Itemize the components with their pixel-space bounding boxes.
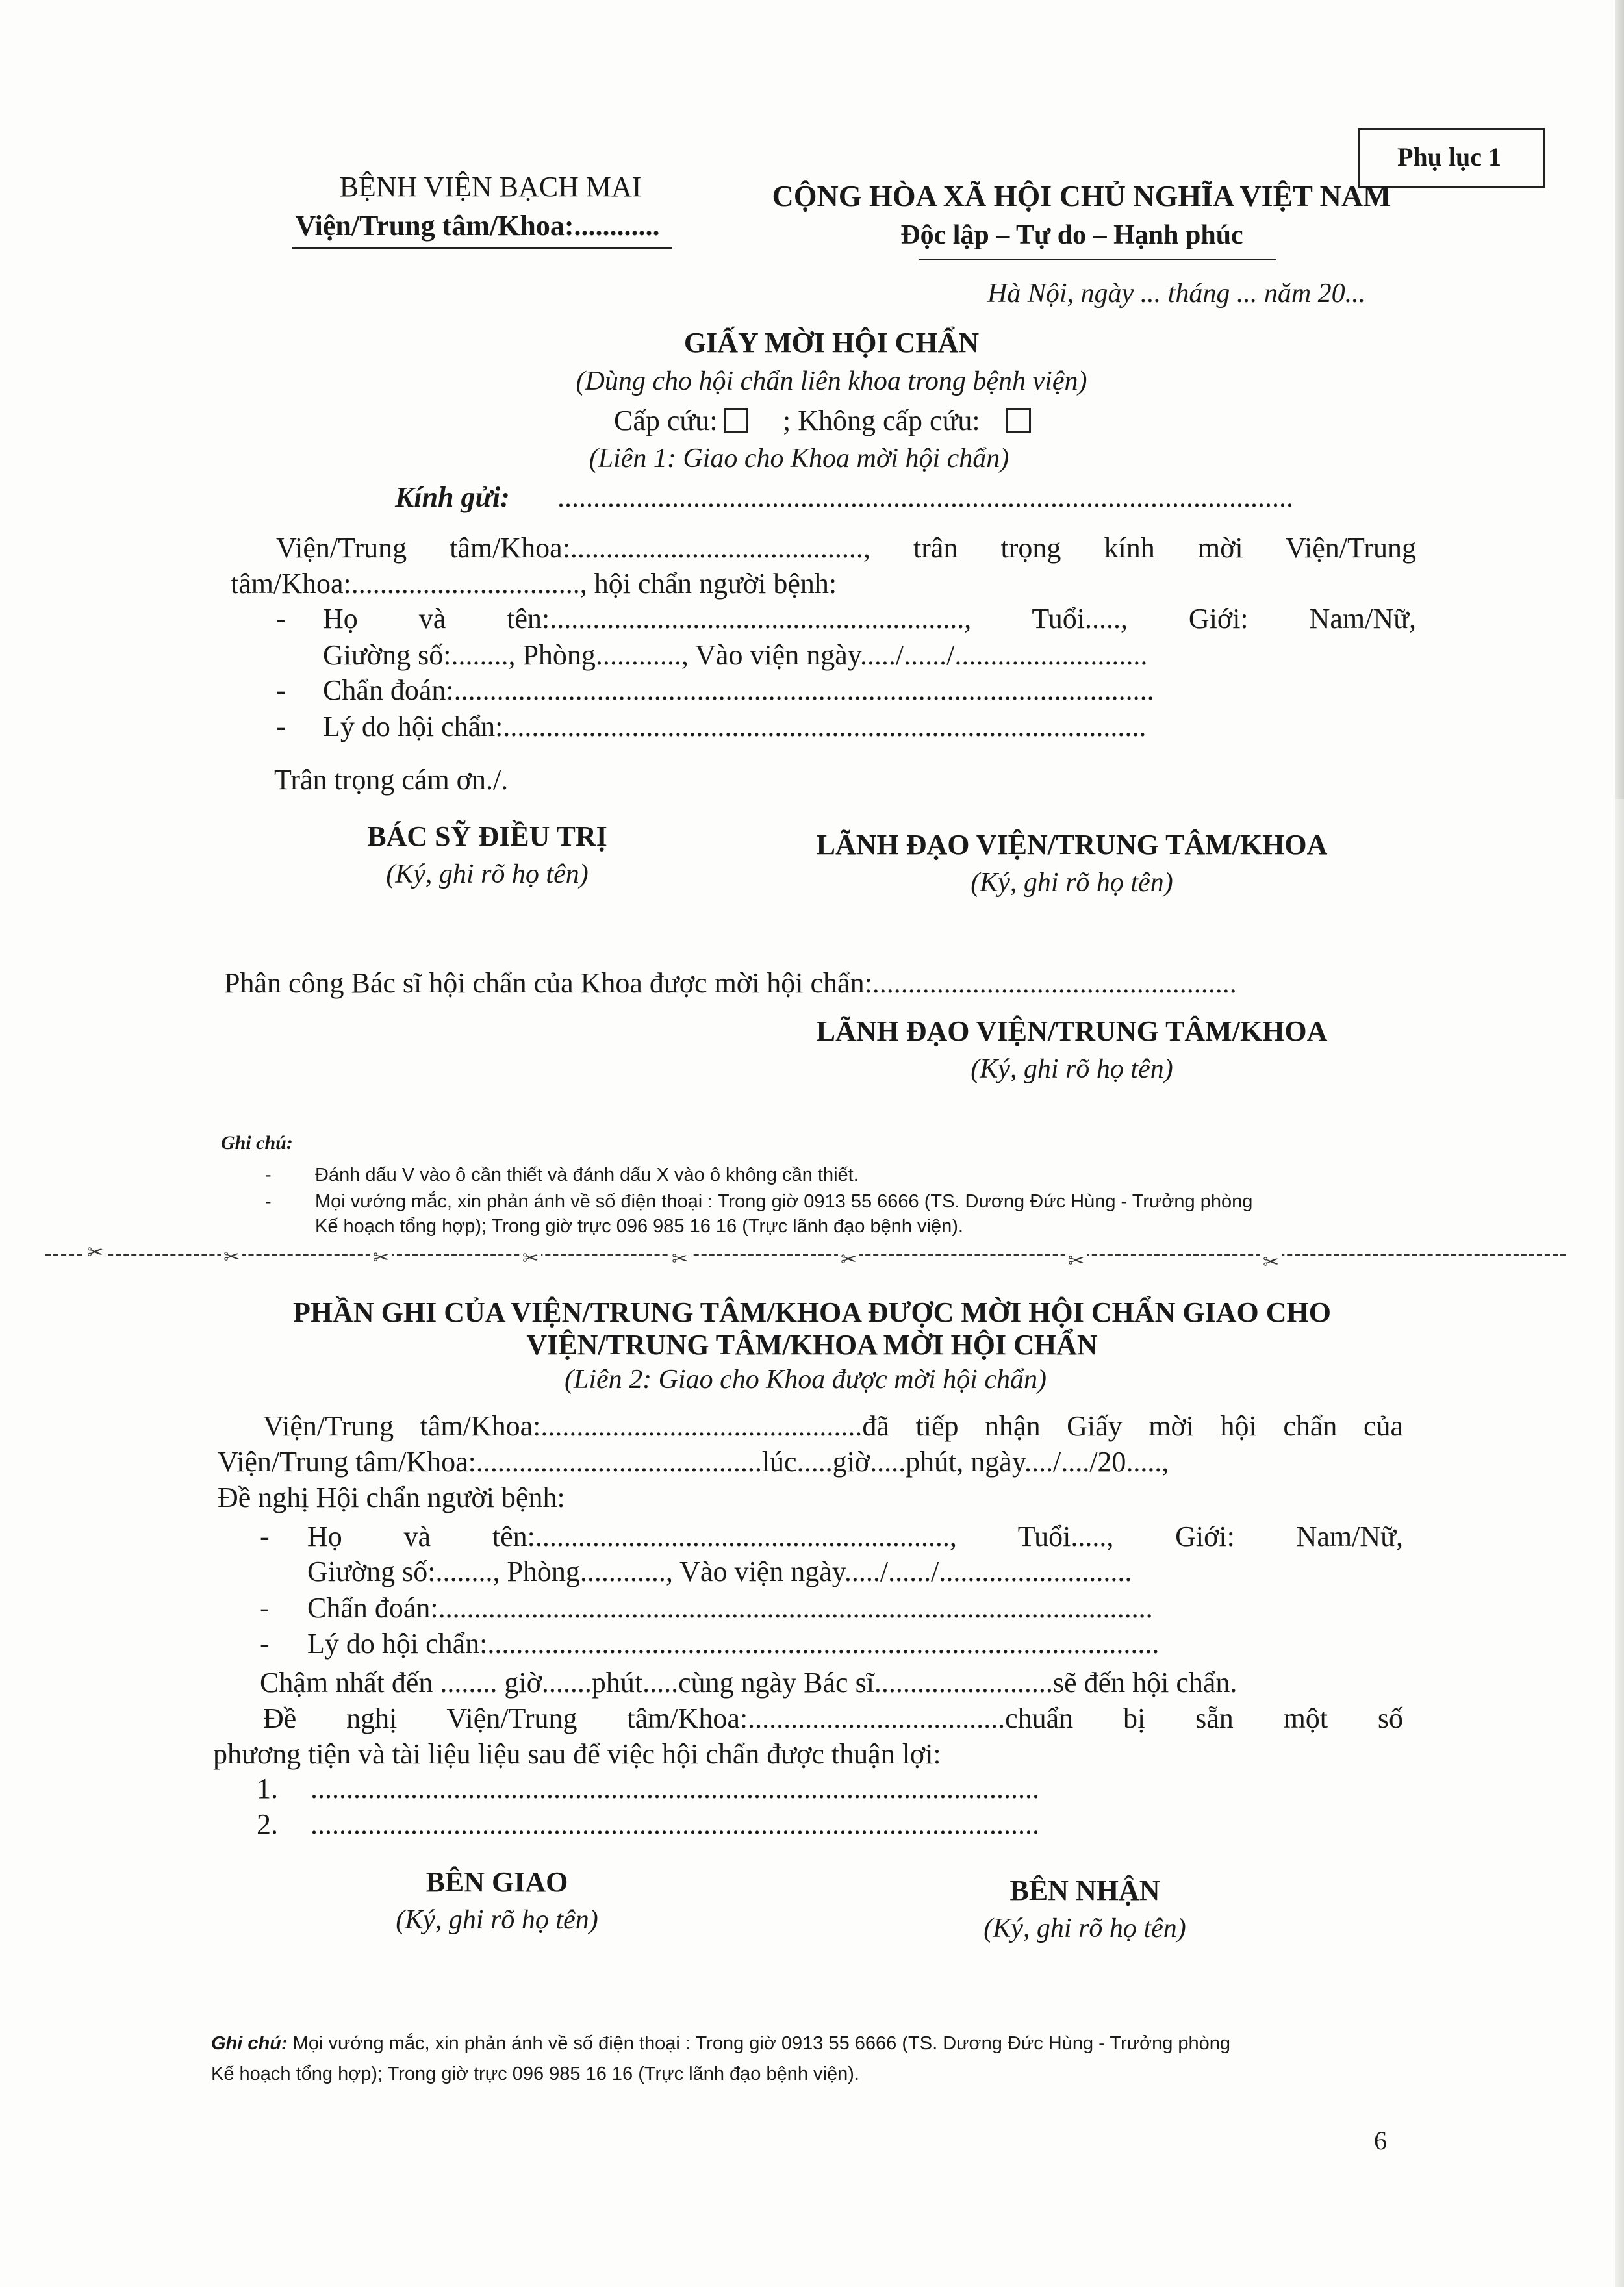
diagnosis-line: Chẩn đoán:.................................................................................................. <box>323 674 1154 706</box>
receipt-line-3: Đề nghị Hội chẩn người bệnh: <box>218 1482 565 1513</box>
list-item-number: 1. <box>257 1773 278 1804</box>
leader-title: LÃNH ĐẠO VIỆN/TRUNG TÂM/KHOA <box>816 829 1328 861</box>
invite-line-2: tâm/Khoa:................................, hội chẩn người bệnh: <box>231 568 837 600</box>
emergency-checkbox[interactable] <box>724 408 748 433</box>
hospital-name: BỆNH VIỆN BẠCH MAI <box>339 171 642 203</box>
note-1: Đánh dấu V vào ô cần thiết và đánh dấu X vào ô không cần thiết. <box>315 1165 859 1185</box>
unit-line: Viện/Trung tâm/Khoa:............ <box>295 210 660 242</box>
appendix-label: Phụ lục 1 <box>1397 142 1502 171</box>
scissors-icon: ✂ <box>1065 1252 1087 1271</box>
copy-note-1: (Liên 1: Giao cho Khoa mời hội chẩn) <box>589 444 1009 474</box>
giver-sign-note: (Ký, ghi rõ họ tên) <box>396 1905 598 1935</box>
p2-diagnosis-line: Chẩn đoán:.................................................................................................... <box>307 1592 1153 1624</box>
part2-title-line1: PHẦN GHI CỦA VIỆN/TRUNG TÂM/KHOA ĐƯỢC MỜI HỘI CHẨN GIAO CHO <box>293 1296 1331 1328</box>
request-line-2: phương tiện và tài liệu liệu sau để việc hội chẩn được thuận lợi: <box>213 1738 941 1770</box>
footer-note-b: Kế hoạch tổng hợp); Trong giờ trực 096 985 16 16 (Trực lãnh đạo bệnh viện). <box>211 2064 859 2084</box>
p2-patient-name-line: Họ và tên:.........................................................., Tuổi....., Giới: Nam/Nữ, <box>307 1521 1403 1552</box>
giver-title: BÊN GIAO <box>425 1866 568 1898</box>
receiver-sign-note: (Ký, ghi rõ họ tên) <box>983 1914 1186 1943</box>
cut-line <box>45 1254 1566 1256</box>
non-emergency-checkbox[interactable] <box>1006 408 1031 433</box>
list-item-dots: ...................................................................................................... <box>311 1773 1039 1804</box>
nation-title: CỘNG HÒA XÃ HỘI CHỦ NGHĨA VIỆT NAM <box>772 179 1391 212</box>
scissors-icon: ✂ <box>838 1250 859 1270</box>
assign-line: Phân công Bác sĩ hội chẩn của Khoa được mời hội chẩn:................................................... <box>224 967 1237 999</box>
receiver-title: BÊN NHẬN <box>1009 1875 1160 1906</box>
footer-note-a: Mọi vướng mắc, xin phản ánh về số điện thoại : Trong giờ 0913 55 6666 (TS. Dương Đức Hùng - Trưởng phòng <box>287 2033 1231 2054</box>
invite-line-1: Viện/Trung tâm/Khoa:........................................., trân trọng kính mời Viện/Trung <box>276 532 1416 564</box>
doctor-title: BÁC SỸ ĐIỀU TRỊ <box>367 820 607 852</box>
motto: Độc lập – Tự do – Hạnh phúc <box>900 220 1243 250</box>
reason-line: Lý do hội chẩn:.......................................................................................... <box>323 711 1147 742</box>
doctor-sign-note: (Ký, ghi rõ họ tên) <box>386 859 589 889</box>
bullet-dash: - <box>260 1628 270 1660</box>
receipt-line-1: Viện/Trung tâm/Khoa:.............................................đã tiếp nhận Giấy mời hội chẩn của <box>263 1410 1403 1442</box>
bullet-dash: - <box>276 603 286 635</box>
patient-name-line: Họ và tên:.........................................................., Tuổi....., Giới: Nam/Nữ, <box>323 603 1416 635</box>
date-line: Hà Nội, ngày ... tháng ... năm 20... <box>987 279 1366 309</box>
non-emergency-label: ; Không cấp cứu: <box>783 405 980 436</box>
list-item-number: 2. <box>257 1808 278 1840</box>
bullet-dash: - <box>265 1165 272 1185</box>
footer-note-label: Ghi chú: <box>211 2033 288 2054</box>
scissors-icon: ✂ <box>669 1250 691 1269</box>
scissors-icon: ✂ <box>1260 1253 1282 1272</box>
bullet-dash: - <box>276 711 286 742</box>
deadline-line: Chậm nhất đến ........ giờ.......phút.....cùng ngày Bác sĩ.........................sẽ đến hội chẩn. <box>260 1667 1237 1699</box>
scissors-icon: ✂ <box>221 1248 242 1267</box>
thanks-line: Trân trọng cám ơn./. <box>274 764 509 796</box>
bullet-dash: - <box>276 674 286 706</box>
motto-underline <box>919 259 1276 260</box>
scissors-icon: ✂ <box>84 1243 106 1263</box>
p2-reason-line: Lý do hội chẩn:.............................................................................................. <box>307 1628 1160 1660</box>
unit-underline <box>292 247 672 249</box>
to-dots: ....................................................................................................... <box>557 481 1293 513</box>
to-label: Kính gửi: <box>395 481 510 513</box>
note-label: Ghi chú: <box>221 1132 293 1154</box>
bed-line: Giường số:........, Phòng............, Vào viện ngày...../....../........................... <box>323 639 1148 671</box>
list-item-dots: ...................................................................................................... <box>311 1808 1039 1840</box>
leader2-title: LÃNH ĐẠO VIỆN/TRUNG TÂM/KHOA <box>816 1015 1328 1047</box>
emergency-label: Cấp cứu: <box>614 405 718 436</box>
page-number: 6 <box>1374 2126 1387 2155</box>
copy-note-2: (Liên 2: Giao cho Khoa được mời hội chẩn) <box>565 1365 1047 1395</box>
non-emergency-option <box>783 404 1031 437</box>
emergency-option <box>614 404 748 437</box>
leader-sign-note: (Ký, ghi rõ họ tên) <box>971 868 1173 898</box>
page-edge-shadow <box>1615 799 1624 2287</box>
note-2b: Kế hoạch tổng hợp); Trong giờ trực 096 985 16 16 (Trực lãnh đạo bệnh viện). <box>315 1216 963 1237</box>
scissors-icon: ✂ <box>520 1249 541 1269</box>
scissors-icon: ✂ <box>370 1248 392 1268</box>
form-subtitle: (Dùng cho hội chẩn liên khoa trong bệnh viện) <box>576 366 1087 396</box>
part2-title-line2: VIỆN/TRUNG TÂM/KHOA MỜI HỘI CHẨN <box>526 1329 1098 1361</box>
form-title: GIẤY MỜI HỘI CHẨN <box>683 327 980 359</box>
note-2a: Mọi vướng mắc, xin phản ánh về số điện thoại : Trong giờ 0913 55 6666 (TS. Dương Đức Hùng - Trưởng phòng <box>315 1191 1253 1212</box>
request-line-1: Đề nghị Viện/Trung tâm/Khoa:....................................chuẩn bị sẵn một số <box>263 1702 1403 1734</box>
bullet-dash: - <box>260 1521 270 1552</box>
leader2-sign-note: (Ký, ghi rõ họ tên) <box>971 1054 1173 1084</box>
bullet-dash: - <box>260 1592 270 1624</box>
page-edge-shadow <box>1615 0 1624 799</box>
receipt-line-2: Viện/Trung tâm/Khoa:........................................lúc.....giờ.....phút, ngày..../..../20....., <box>218 1446 1169 1478</box>
footer-note-line-1 <box>211 2033 1230 2054</box>
p2-bed-line: Giường số:........, Phòng............, Vào viện ngày...../....../........................... <box>307 1556 1132 1587</box>
bullet-dash: - <box>265 1191 272 1212</box>
